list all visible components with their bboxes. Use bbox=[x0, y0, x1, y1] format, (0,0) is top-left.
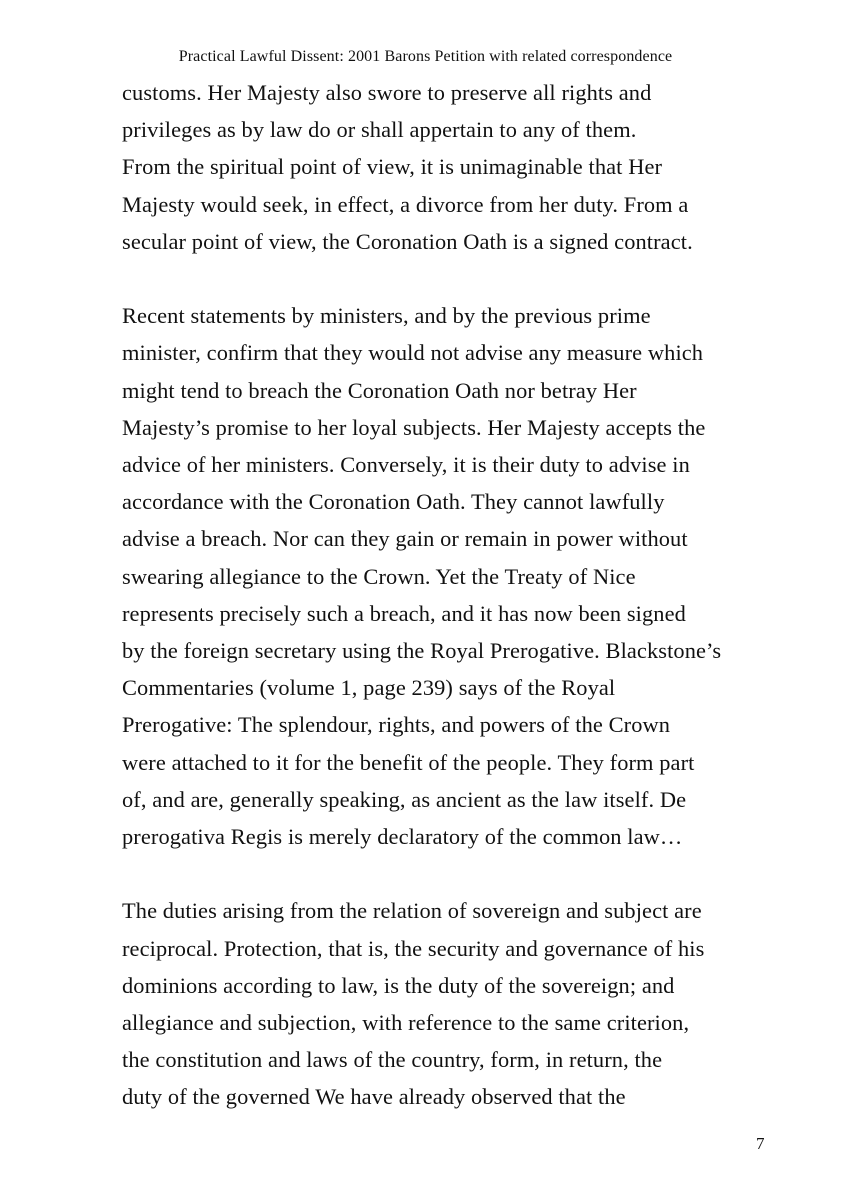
paragraph-spacer bbox=[122, 855, 762, 892]
paragraph-ministers bbox=[122, 297, 762, 855]
body-text bbox=[122, 74, 762, 1116]
text-line: prerogativa Regis is merely declaratory of the common law… bbox=[122, 824, 683, 850]
text-line: swearing allegiance to the Crown. Yet the Treaty of Nice bbox=[122, 563, 636, 589]
text-line: Commentaries (volume 1, page 239) says of the Royal bbox=[122, 675, 616, 701]
text-line: of, and are, generally speaking, as ancient as the law itself. De bbox=[122, 786, 687, 812]
paragraph-coronation-oath bbox=[122, 74, 762, 260]
text-line: advise a breach. Nor can they gain or remain in power without bbox=[122, 526, 688, 552]
text-line: Majesty’s promise to her loyal subjects. Her Majesty accepts the bbox=[122, 414, 706, 440]
text-line: minister, confirm that they would not advise any measure which bbox=[122, 340, 704, 366]
text-line: customs. Her Majesty also swore to preserve all rights and bbox=[122, 80, 652, 105]
paragraph-spacer bbox=[122, 260, 762, 297]
running-header: Practical Lawful Dissent: 2001 Barons Petition with related correspondence bbox=[178, 48, 673, 65]
text-line: might tend to breach the Coronation Oath nor betray Her bbox=[122, 377, 637, 403]
text-line: secular point of view, the Coronation Oath is a signed contract. bbox=[122, 228, 693, 254]
text-line: duty of the governed We have already observed that the bbox=[122, 1084, 626, 1110]
text-line: From the spiritual point of view, it is unimaginable that Her bbox=[122, 154, 663, 180]
text-line: The duties arising from the relation of sovereign and subject are bbox=[122, 898, 702, 924]
text-line: dominions according to law, is the duty of the sovereign; and bbox=[122, 972, 675, 998]
text-line: privileges as by law do or shall appertain to any of them. bbox=[122, 117, 637, 143]
text-line: accordance with the Coronation Oath. They cannot lawfully bbox=[122, 489, 665, 515]
page-number: 7 bbox=[756, 1134, 765, 1153]
text-line: represents precisely such a breach, and it has now been signed bbox=[122, 600, 686, 626]
text-line: Majesty would seek, in effect, a divorce from her duty. From a bbox=[122, 191, 689, 217]
text-line: the constitution and laws of the country, form, in return, the bbox=[122, 1047, 663, 1073]
text-line: Prerogative: The splendour, rights, and powers of the Crown bbox=[122, 712, 671, 738]
text-line: were attached to it for the benefit of the people. They form part bbox=[122, 749, 695, 775]
text-line: allegiance and subjection, with reference to the same criterion, bbox=[122, 1010, 690, 1036]
text-line: by the foreign secretary using the Royal Prerogative. Blackstone’s bbox=[122, 638, 722, 664]
text-line: advice of her ministers. Conversely, it is their duty to advise in bbox=[122, 452, 690, 478]
paragraph-sovereign-duties bbox=[122, 892, 762, 1115]
text-line: reciprocal. Protection, that is, the security and governance of his bbox=[122, 935, 705, 961]
text-line: Recent statements by ministers, and by the previous prime bbox=[122, 303, 651, 329]
